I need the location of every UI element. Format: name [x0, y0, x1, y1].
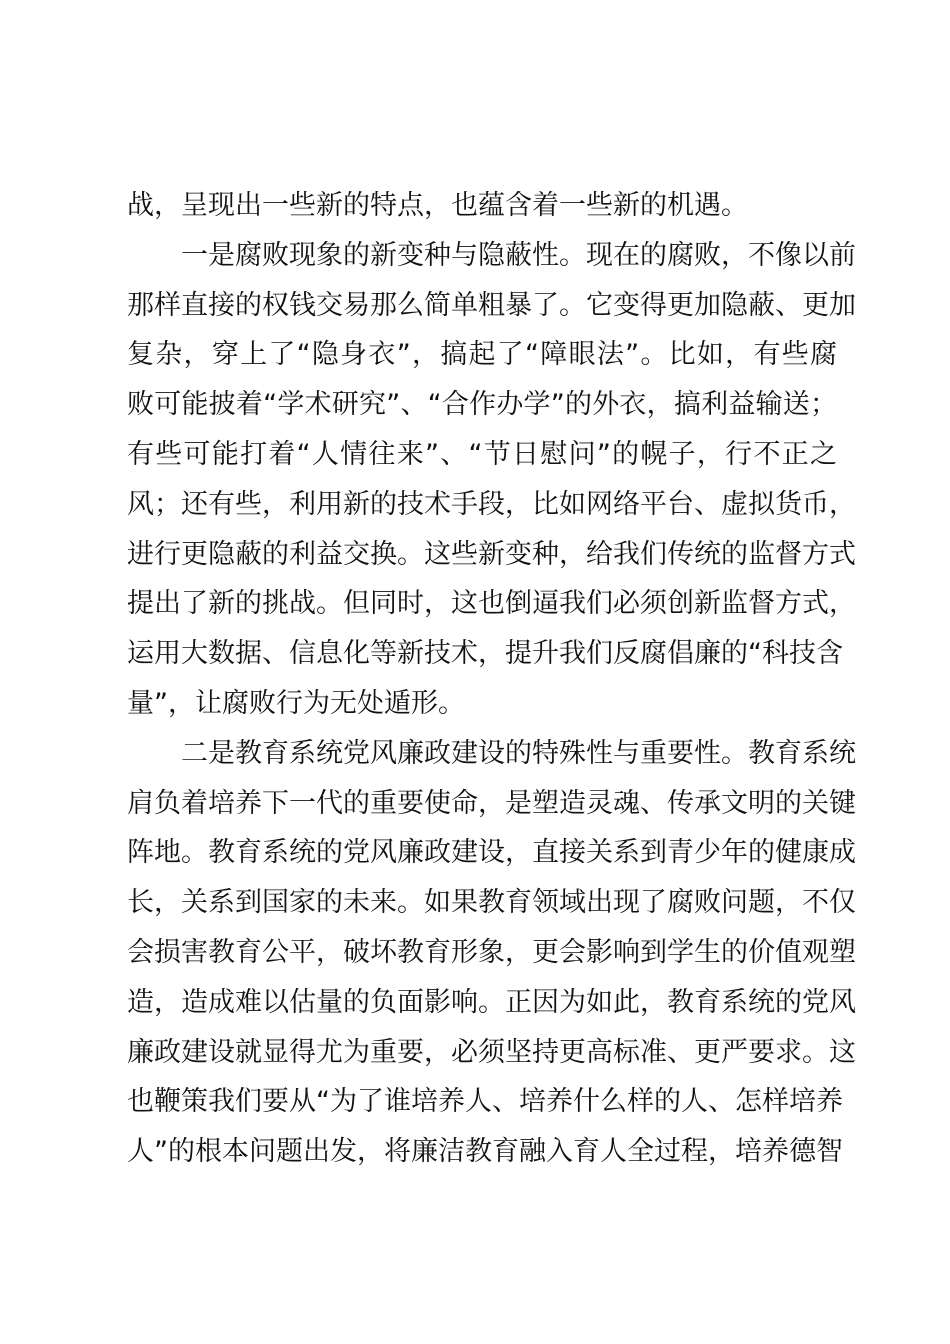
text-line: 阵地。教育系统的党风廉政建设，直接关系到青少年的健康成: [127, 837, 856, 869]
text-line: 会损害教育公平，破坏教育形象，更会影响到学生的价值观塑: [127, 936, 856, 968]
paragraph-start-line: 一是腐败现象的新变种与隐蔽性。现在的腐败，不像以前: [181, 239, 856, 271]
text-line: 复杂，穿上了“隐身衣”，搞起了“障眼法”。比如，有些腐: [127, 339, 837, 371]
text-line: 人”的根本问题出发，将廉洁教育融入育人全过程，培养德智: [127, 1136, 843, 1168]
text-line: 廉政建设就显得尤为重要，必须坚持更高标准、更严要求。这: [127, 1036, 856, 1068]
paragraph-start-line: 二是教育系统党风廉政建设的特殊性与重要性。教育系统: [181, 737, 856, 769]
text-line: 那样直接的权钱交易那么简单粗暴了。它变得更加隐蔽、更加: [127, 289, 856, 321]
body-text: [127, 181, 856, 1177]
text-line: 风；还有些，利用新的技术手段，比如网络平台、虚拟货币，: [127, 488, 856, 520]
text-line: 造，造成难以估量的负面影响。正因为如此，教育系统的党风: [127, 986, 856, 1018]
text-line: 量”，让腐败行为无处遁形。: [127, 687, 465, 719]
text-line: 肩负着培养下一代的重要使命，是塑造灵魂、传承文明的关键: [127, 787, 856, 819]
text-line: 提出了新的挑战。但同时，这也倒逼我们必须创新监督方式，: [127, 588, 856, 620]
text-line: 运用大数据、信息化等新技术，提升我们反腐倡廉的“科技含: [127, 638, 843, 670]
text-line: 战，呈现出一些新的特点，也蕴含着一些新的机遇。: [127, 190, 748, 221]
text-line: 长，关系到国家的未来。如果教育领域出现了腐败问题，不仅: [127, 887, 856, 919]
text-line: 有些可能打着“人情往来”、“节日慰问”的幌子，行不正之: [127, 438, 837, 470]
text-line: 进行更隐蔽的利益交换。这些新变种，给我们传统的监督方式: [127, 538, 856, 570]
text-line: 也鞭策我们要从“为了谁培养人、培养什么样的人、怎样培养: [127, 1086, 843, 1118]
text-line: 败可能披着“学术研究”、“合作办学”的外衣，搞利益输送；: [127, 389, 837, 421]
